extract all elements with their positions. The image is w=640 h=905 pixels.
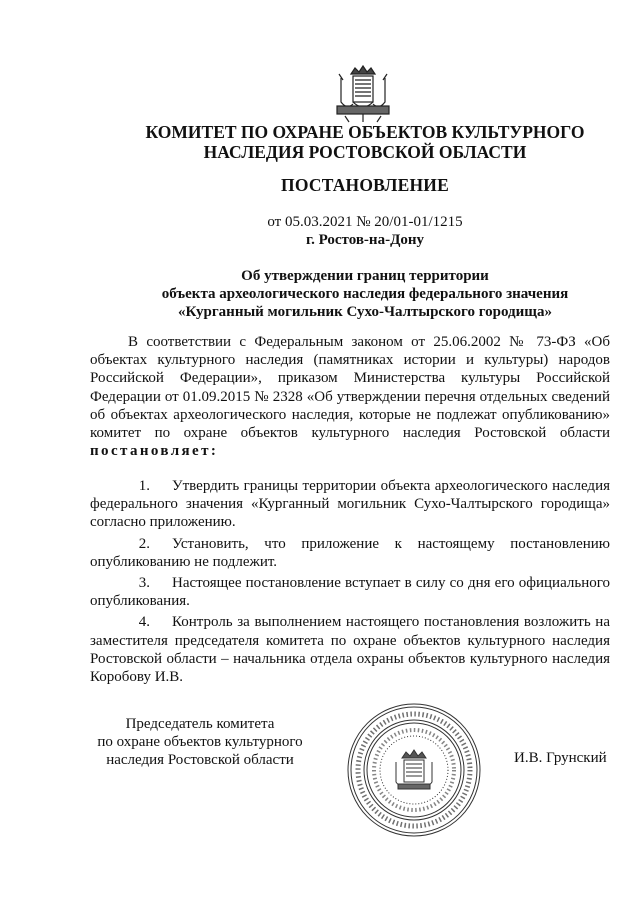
signature-position: Председатель комитета по охране объектов культурного наследия Ростовской области xyxy=(97,716,303,768)
decree-item: 1. Утвердить границы территории объекта археологического наследия федерального значения «Курганный могильник Сухо-Чалтырского городища» согласно приложению. xyxy=(90,478,610,531)
decree-items xyxy=(90,477,610,689)
document-date-number: от 05.03.2021 № 20/01-01/1215 xyxy=(267,214,463,230)
signer-name: И.В. Грунский xyxy=(514,750,607,766)
decree-word: постановляет: xyxy=(90,443,219,460)
preamble-text: В соответствии с Федеральным законом от 25.06.2002 № 73-ФЗ «Об объектах культурного наследия (памятниках истории и культуры) народов Российской Федерации», приказом Министерства культуры Российской Федерации от 01.09.2015 № 2328 «Об утверждении перечня отдельных сведений об объектах археологического наследия, которые не подлежат опубликованию» комитет по охране объектов культурного наследия Ростовской области xyxy=(90,334,610,442)
decree-item: 2. Установить, что приложение к настоящему постановлению опубликованию не подлежит. xyxy=(90,535,610,570)
decree-item: 3. Настоящее постановление вступает в силу со дня его официального опубликования. xyxy=(90,575,610,610)
document-subject: Об утверждении границ территории объекта археологического наследия федерального значения «Курганный могильник Сухо-Чалтырского городища» xyxy=(161,268,569,320)
official-seal xyxy=(344,700,484,840)
document-type: ПОСТАНОВЛЕНИЕ xyxy=(281,175,449,195)
committee-name: КОМИТЕТ ПО ОХРАНЕ ОБЪЕКТОВ КУЛЬТУРНОГО НАСЛЕДИЯ РОСТОВСКОЙ ОБЛАСТИ xyxy=(145,122,585,162)
document-city: г. Ростов-на-Дону xyxy=(305,232,425,248)
coat-of-arms-emblem xyxy=(331,60,395,124)
decree-item: 4. Контроль за выполнением настоящего постановления возложить на заместителя председателя комитета по охране объектов культурного наследия Ростовской области – начальника отдела охраны объектов культурного наследия Коробову И.В. xyxy=(90,614,610,686)
preamble-paragraph xyxy=(90,333,610,460)
